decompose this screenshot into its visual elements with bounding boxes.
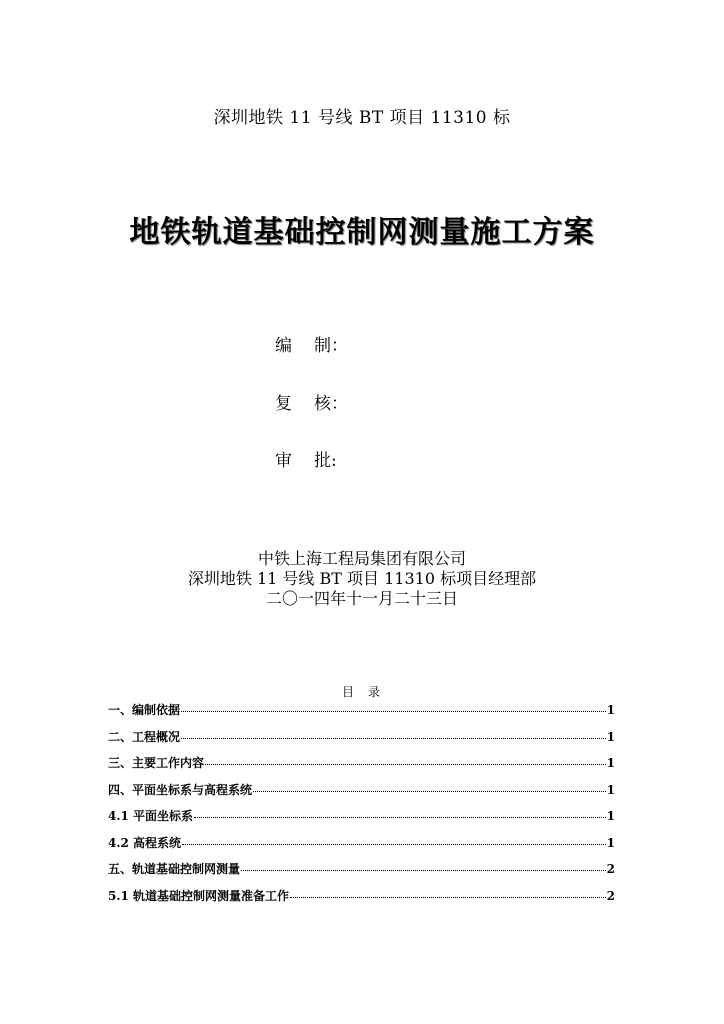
- toc-heading: [0, 683, 724, 700]
- toc-entry[interactable]: [108, 728, 615, 755]
- toc-entry[interactable]: [108, 807, 615, 834]
- toc-entry-title[interactable]: 五、轨道基础控制网测量: [108, 862, 241, 876]
- toc-entry-page: 1: [606, 835, 615, 850]
- toc-entry-title[interactable]: 4.1 平面坐标系: [108, 809, 194, 823]
- sign-label-char: 审: [275, 451, 292, 471]
- sign-label-char: 复: [275, 394, 292, 414]
- sign-label-char: 编: [275, 336, 292, 356]
- toc-leader-dots: [194, 816, 606, 818]
- toc-entry-page: 1: [606, 782, 615, 797]
- toc-leader-dots: [205, 763, 606, 765]
- toc-entry-page: 1: [606, 756, 615, 770]
- toc-leader-dots: [253, 790, 606, 792]
- sign-row-reviewed-by: [275, 389, 348, 414]
- sign-label-char: 制：: [314, 336, 348, 356]
- project-subtitle: 深圳地铁 11 号线 BT 项目 11310 标: [213, 108, 511, 128]
- sign-label-char: 核：: [314, 394, 348, 414]
- toc-entry[interactable]: [108, 860, 615, 887]
- toc-entry[interactable]: [108, 701, 615, 728]
- toc-leader-dots: [182, 843, 606, 845]
- toc-entry-title[interactable]: 三、主要工作内容: [108, 756, 205, 770]
- department-name: 深圳地铁 11 号线 BT 项目 11310 标项目经理部: [187, 569, 537, 588]
- toc-entry-title[interactable]: 4.2 高程系统: [108, 835, 182, 850]
- sign-label-char: 批:: [314, 451, 337, 471]
- toc-entry-title[interactable]: 一、编制依据: [108, 703, 181, 717]
- table-of-contents: [108, 701, 615, 913]
- toc-leader-dots: [290, 896, 606, 898]
- sign-row-compiled-by: [275, 331, 348, 356]
- toc-entry-title[interactable]: 二、工程概况: [108, 729, 181, 744]
- toc-heading-char: 目: [341, 685, 356, 699]
- toc-entry-page: 2: [606, 862, 615, 876]
- toc-entry-page: 1: [606, 809, 615, 823]
- organization-block: [0, 549, 724, 609]
- toc-leader-dots: [181, 737, 606, 739]
- toc-entry[interactable]: [108, 781, 615, 808]
- toc-heading-char: 录: [368, 685, 383, 699]
- sign-row-approved-by: [275, 446, 337, 471]
- toc-entry-page: 2: [606, 888, 615, 903]
- toc-entry[interactable]: [108, 887, 615, 914]
- toc-leader-dots: [181, 710, 606, 712]
- toc-entry[interactable]: [108, 834, 615, 861]
- toc-entry-title[interactable]: 四、平面坐标系与高程系统: [108, 782, 253, 797]
- document-title: 地铁轨道基础控制网测量施工方案: [129, 215, 595, 250]
- toc-entry[interactable]: [108, 754, 615, 781]
- toc-entry-page: 1: [606, 729, 615, 744]
- toc-leader-dots: [241, 869, 606, 871]
- document-date: 二〇一四年十一月二十三日: [265, 589, 458, 608]
- toc-entry-page: 1: [606, 703, 615, 717]
- company-name: 中铁上海工程局集团有限公司: [257, 549, 466, 568]
- toc-entry-title[interactable]: 5.1 轨道基础控制网测量准备工作: [108, 888, 290, 903]
